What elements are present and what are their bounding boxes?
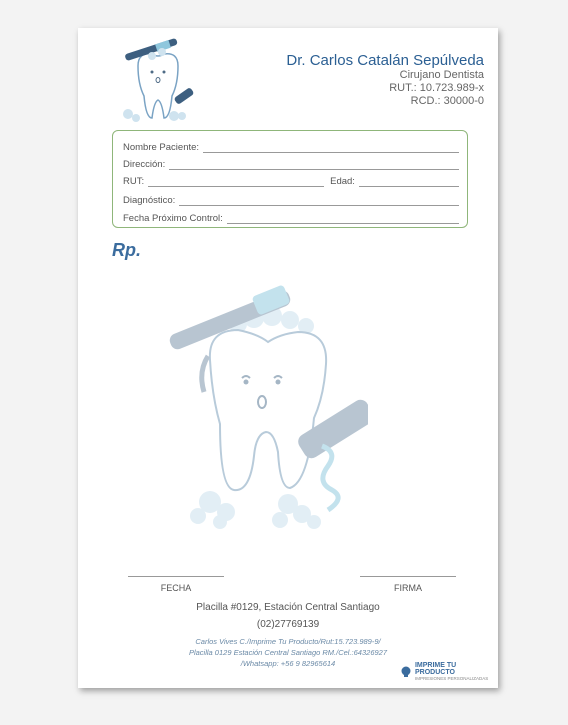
diagnosis-row [123,192,459,206]
doctor-specialty: Cirujano Dentista [399,69,484,81]
brand-logo-icon [400,666,412,678]
rut-label: RUT: [123,176,145,187]
footer-credit-1: Carlos Vives C./Imprime Tu Producto/Rut:15.723.989-9/ [195,637,381,646]
footer-credit-2: Placilla 0129 Estación Central Santiago RM./Cel.:64326927 [188,648,388,657]
patient-form [112,130,468,228]
doctor-name: Dr. Carlos Catalán Sepúlveda [286,52,484,69]
doctor-header [286,52,484,108]
next-control-row [123,210,459,224]
brand-logo [400,662,498,681]
patient-row [123,139,459,153]
diagnosis-label: Diagnóstico: [123,195,176,206]
doctor-rut: RUT.: 10.723.989-x [389,82,484,94]
brand-tagline: IMPRESIONES PERSONALIZADAS [414,676,489,681]
brand-name: IMPRIME TU PRODUCTO [414,662,457,676]
tooth-mascot-illustration [168,256,368,536]
next-control-field[interactable] [227,214,459,224]
address-field[interactable] [169,160,459,170]
date-label: FECHA [160,583,192,593]
rp-heading: Rp. [112,240,141,260]
rut-field[interactable] [148,177,324,187]
next-control-label: Fecha Próximo Control: [123,213,223,224]
patient-label: Nombre Paciente: [123,142,200,153]
age-field[interactable] [359,177,459,187]
address-row [123,156,459,170]
rut-age-row [123,173,459,187]
tooth-mascot-logo [108,34,208,134]
age-label: Edad: [330,176,355,187]
signature-label: FIRMA [394,583,422,593]
address-label: Dirección: [123,159,166,170]
footer-phone: (02)27769139 [256,619,320,630]
date-signature-line [128,576,224,593]
footer-address: Placilla #0129, Estación Central Santiago [196,602,380,613]
footer-credit-3: /Whatsapp: +56 9 82965614 [240,659,336,668]
prescription-sheet [78,28,498,688]
diagnosis-field[interactable] [179,196,459,206]
signature-line [360,576,456,593]
patient-field[interactable] [203,143,459,153]
doctor-rcd: RCD.: 30000-0 [410,95,484,107]
